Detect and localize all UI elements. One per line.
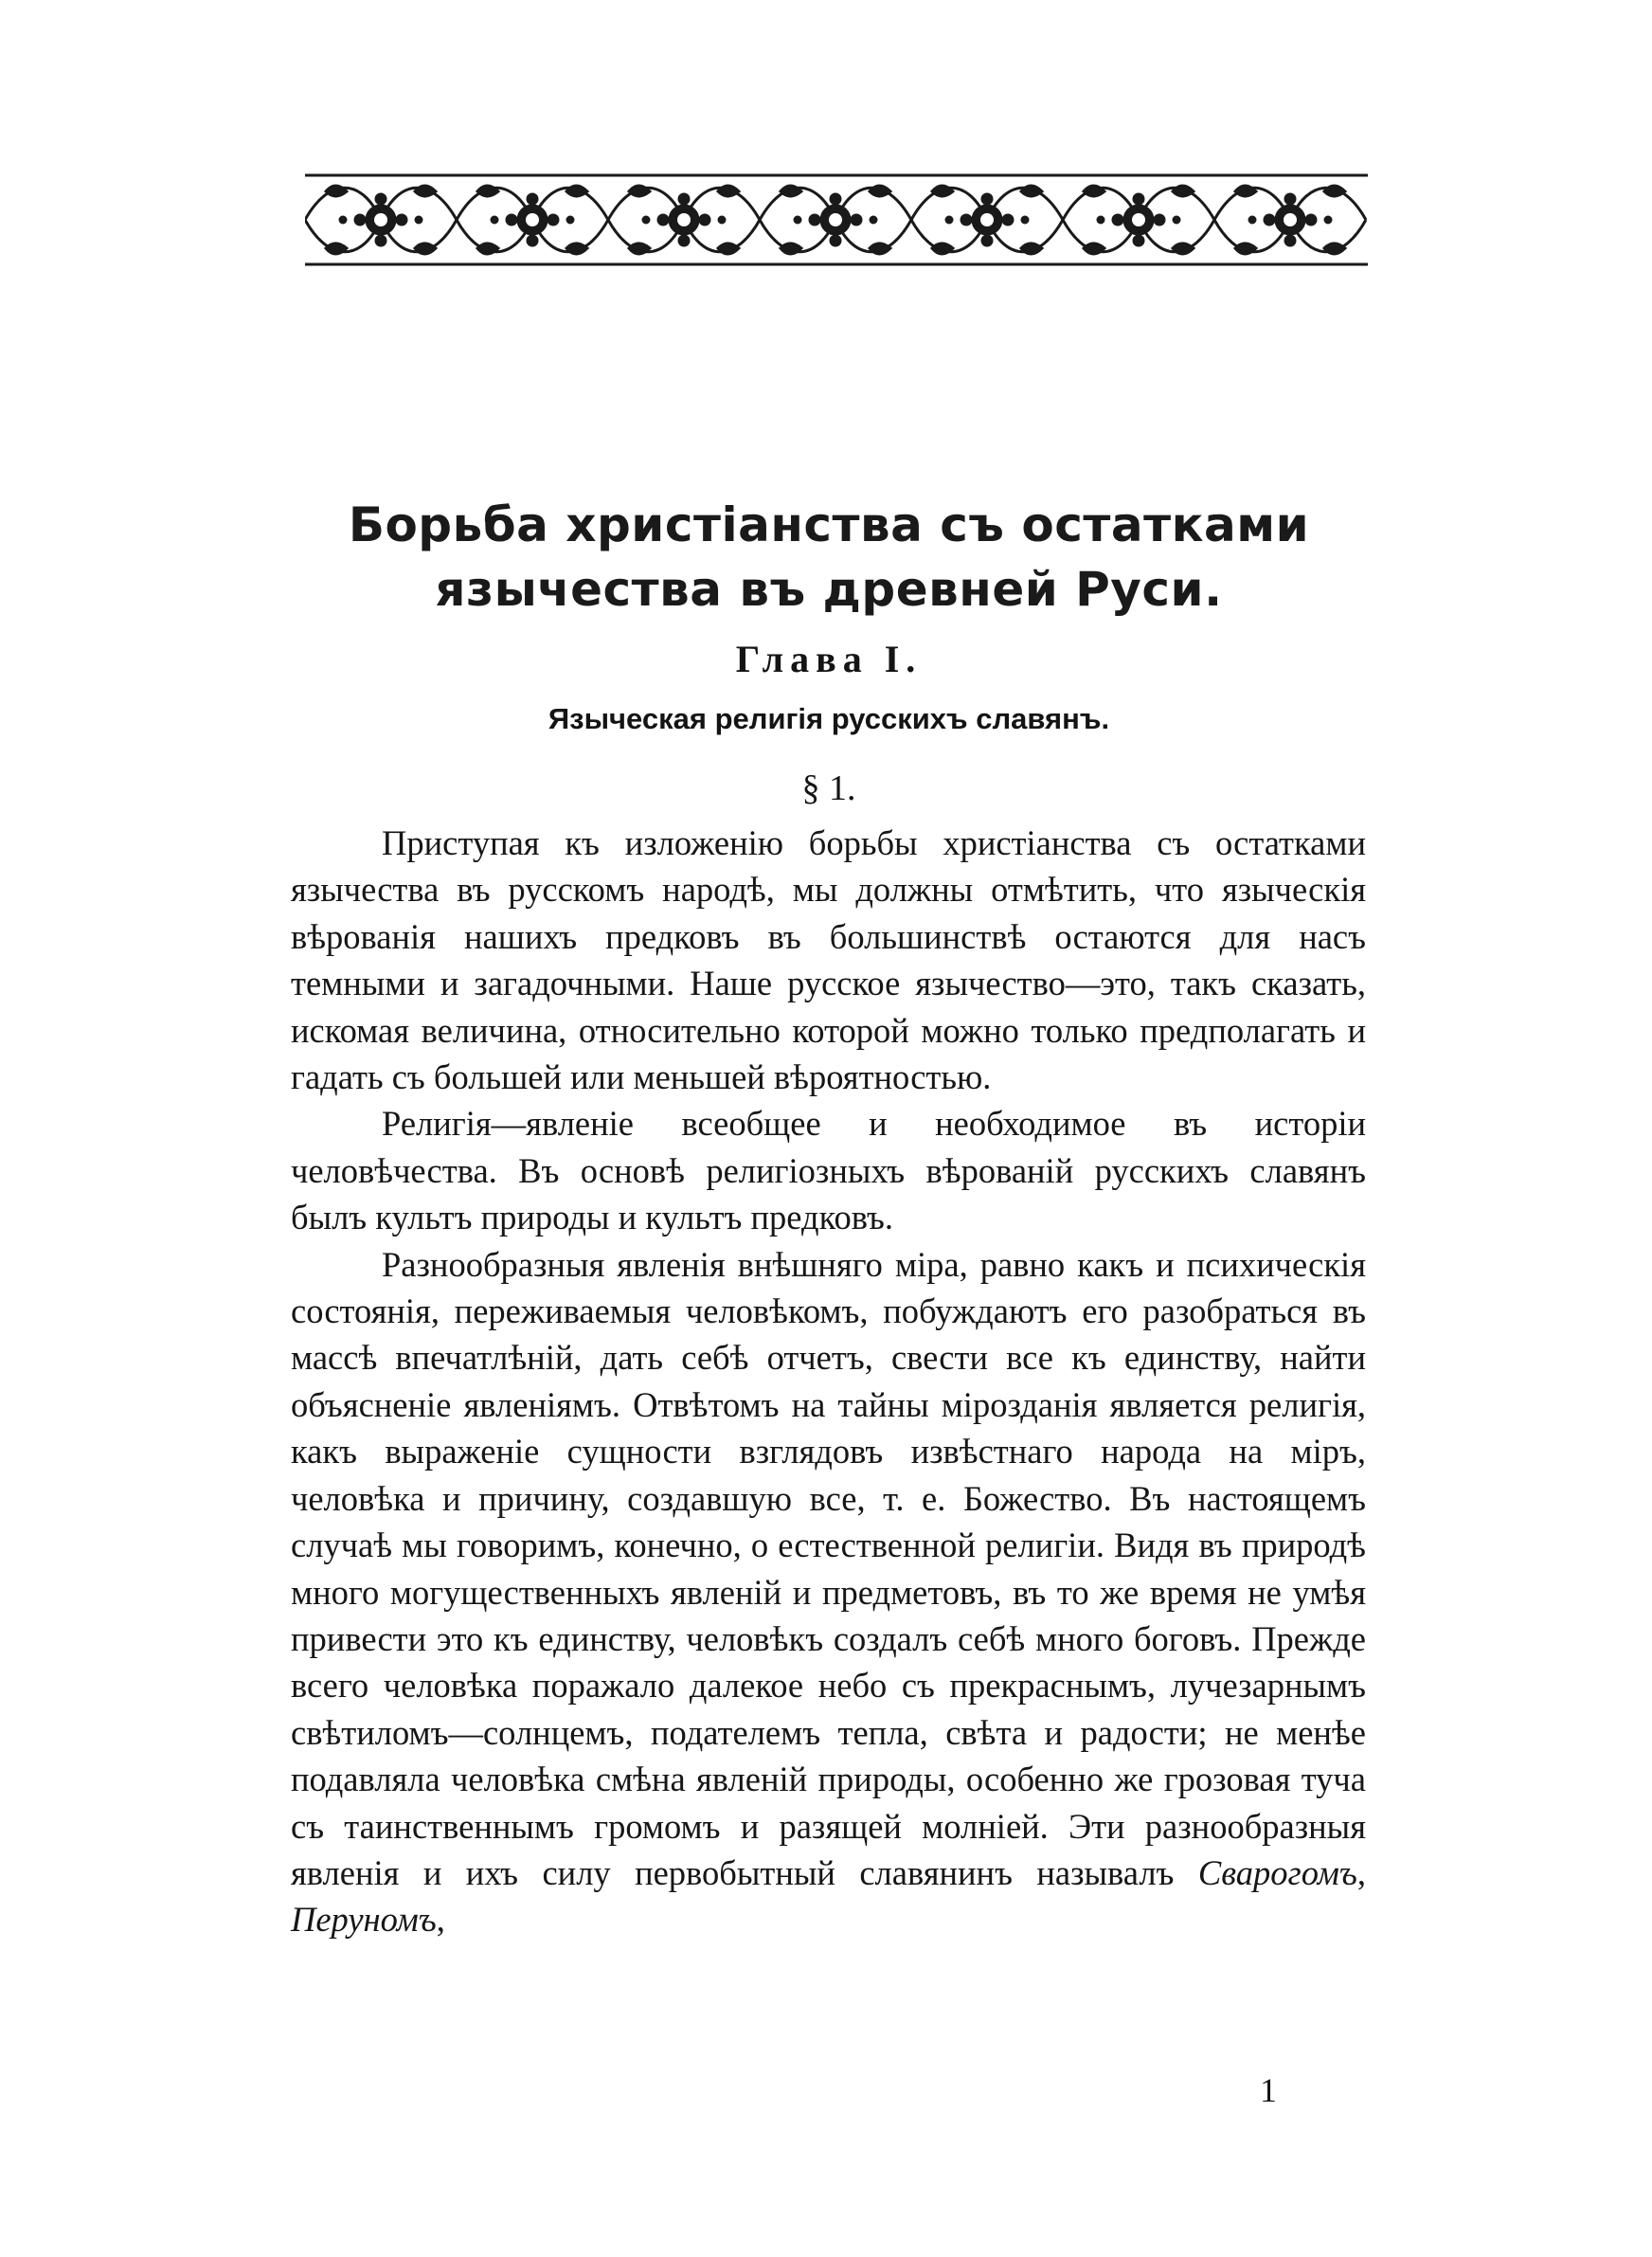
deity-name-svarog: Сварогомъ bbox=[1197, 1852, 1357, 1892]
section-mark: § 1. bbox=[801, 768, 856, 808]
body-text bbox=[291, 820, 1366, 1943]
paragraph-3-text: Разнообразныя явленія внѣшняго міра, равно какъ и психическія состоянія, переживаемыя человѣкомъ, побуждаютъ его разобраться въ массѣ впечатлѣній, дать себѣ отчетъ, свести все къ единству, найти объясненіе явленіямъ. Отвѣтомъ на тайны мірозданія является религія, какъ выраженіе сущности взглядовъ извѣстнаго народа на міръ, человѣка и причину, создавшую все, т. е. Божество. Въ настоящемъ случаѣ мы говоримъ, конечно, о естественной религіи. Видя въ природѣ много могущественныхъ явленій и предметовъ, въ то же время не умѣя привести это къ единству, человѣкъ создалъ себѣ много боговъ. Прежде всего человѣка поражало далекое небо съ прекраснымъ, лучезарнымъ свѣтиломъ—солнцемъ, подателемъ тепла, свѣта и радости; не менѣе подавляла человѣка смѣна явленій природы, особенно же грозовая туча съ таинственнымъ громомъ и разящей молніей. Эти разнообразныя явленія и ихъ силу первобытный славянинъ называлъ bbox=[291, 1244, 1366, 1892]
chapter-subtitle: Языческая религія русскихъ славянъ. bbox=[548, 702, 1110, 735]
paragraph-2: Религія—явленіе всеобщее и необходимое въ исторіи человѣчества. Въ основѣ религіозныхъ вѣрованій русскихъ славянъ былъ культъ природы и культъ предковъ. bbox=[291, 1104, 1366, 1237]
paragraph-1: Приступая къ изложенію борьбы христіанства съ остатками язычества въ русскомъ народѣ, мы должны отмѣтить, что языческія вѣрованія нашихъ предковъ въ большинствѣ остаются для насъ темными и загадочными. Наше русское язычество—это, такъ сказать, искомая величина, относительно которой можно только предполагать и гадать съ большей или меньшей вѣроятностью. bbox=[291, 823, 1366, 1097]
floral-ornament-band-icon bbox=[305, 172, 1368, 267]
page-number: 1 bbox=[1260, 2071, 1277, 2109]
paragraph-3-end: , bbox=[436, 1900, 445, 1940]
deity-name-perun: Перуномъ bbox=[291, 1900, 437, 1940]
name-separator: , bbox=[1356, 1852, 1366, 1892]
paragraph-3 bbox=[291, 1241, 1366, 1943]
chapter-heading: Глава I. bbox=[735, 638, 923, 680]
book-title: Борьба христіанства съ остатками язычества въ древней Руси. bbox=[348, 497, 1310, 617]
